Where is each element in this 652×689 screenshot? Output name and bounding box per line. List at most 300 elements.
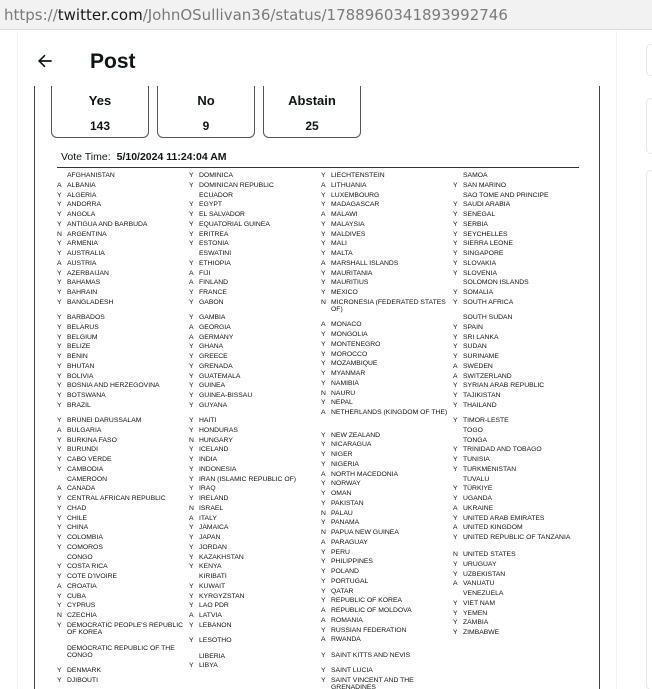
vote-time [61,151,227,163]
vote-mark: Y [453,401,458,409]
country-name: MARSHALL ISLANDS [331,259,399,267]
vote-mark: Y [57,372,62,380]
country-name: JAPAN [199,534,221,542]
country-name: BENIN [67,353,88,361]
country-name: GABON [199,298,224,306]
country-name: BOSNIA AND HERZEGOVINA [67,382,160,390]
vote-mark: Y [321,577,326,585]
country-name: QATAR [331,587,354,595]
country-name: PANAMA [331,519,360,527]
country-name: SAINT VINCENT AND THE GRENADINES [331,676,414,689]
country-name: NIGERIA [331,460,359,468]
vote-mark: Y [189,220,194,228]
vote-mark: Y [321,626,326,634]
vote-mark: Y [189,543,194,551]
vote-mark: Y [189,495,194,503]
vote-mark: Y [453,609,458,617]
country-name: HUNGARY [199,436,233,444]
vote-mark: Y [57,269,62,277]
vote-mark: A [321,211,326,218]
country-name: MALAWI [331,211,358,218]
country-name: TAJIKISTAN [463,392,501,400]
vote-mark: Y [57,563,62,571]
vote-mark: Y [189,446,194,454]
country-name: ITALY [199,514,217,522]
vote-mark: N [321,389,326,397]
vote-mark: Y [57,362,62,370]
vote-mark: A [321,181,326,189]
country-name: GHANA [199,343,224,351]
country-name: LUXEMBOURG [331,191,380,199]
country-name: ANTIGUA AND BARBUDA [67,220,148,228]
vote-mark: Y [57,446,62,454]
vote-mark: Y [321,499,326,507]
vote-mark: A [321,538,326,546]
country-name: UNITED REPUBLIC OF TANZANIA [463,534,571,542]
vote-mark: Y [189,259,194,267]
vote-mark: Y [321,360,326,368]
country-name: NETHERLANDS (KINGDOM OF THE) [331,409,448,416]
country-name: CONGO [67,553,93,561]
vote-mark: Y [453,465,458,473]
timeline-border-left [17,31,18,689]
vote-mark: Y [453,629,458,637]
vote-time-label: Vote Time: [61,151,111,163]
tally-yes [51,86,149,138]
vote-mark: Y [57,573,62,581]
country-name: TIMOR-LESTE [463,417,509,425]
country-name: PORTUGAL [331,577,369,585]
country-name: PAPUA NEW GUINEA [331,529,399,537]
vote-mark: Y [57,667,62,675]
country-name: COTE D'IVOIRE [67,573,118,581]
vote-mark: Y [321,676,326,684]
country-name: PERU [331,548,350,556]
country-name: FINLAND [199,279,229,287]
vote-mark: Y [57,353,62,361]
country-name: FIJI [199,269,211,277]
country-name: CAMBODIA [67,465,104,473]
country-name: NORTH MACEDONIA [331,470,399,478]
tally-abstain [263,86,361,138]
vote-mark: Y [57,621,62,629]
country-name: COSTA RICA [67,563,108,571]
vote-mark: Y [189,417,194,425]
country-name: ERITREA [199,230,229,238]
country-name: GREECE [199,353,228,361]
country-name: BOLIVIA [67,372,94,380]
sidebar-card [646,98,652,154]
vote-mark: Y [321,490,326,498]
country-name: IRAN (ISLAMIC REPUBLIC OF) [199,475,297,483]
vote-mark: Y [453,534,458,542]
country-name: SLOVENIA [463,269,497,277]
vote-mark: Y [189,465,194,473]
country-name: IRELAND [199,495,229,503]
tally-no [157,86,255,138]
vote-mark: A [453,580,458,588]
vote-mark: Y [321,597,326,605]
country-name: SAN MARINO [463,181,507,189]
vote-mark: Y [189,524,194,532]
vote-mark: Y [453,333,458,341]
vote-mark: Y [57,465,62,473]
vote-mark: Y [189,456,194,464]
country-name: CZECHIA [67,612,97,620]
country-name: SEYCHELLES [463,230,508,238]
vote-mark: A [321,636,326,644]
country-name: SAO TOME AND PRINCIPE [463,191,549,199]
vote-mark: Y [321,480,326,488]
vote-mark: Y [453,485,458,493]
tally-value: 143 [89,119,111,133]
tally-value: 9 [202,119,210,133]
country-name: GEORGIA [199,323,231,331]
vote-mark: A [189,323,194,331]
vote-mark: Y [57,676,62,684]
vote-mark: Y [189,181,194,189]
vote-mark: Y [453,514,458,522]
vote-mark: Y [189,343,194,351]
country-name: LAO PDR [199,602,229,610]
vote-mark: Y [453,211,458,218]
post-header [18,42,616,82]
country-name: RWANDA [331,636,361,644]
vote-mark: Y [189,637,194,645]
vote-mark: Y [321,269,326,277]
vote-mark: Y [57,323,62,331]
country-name: SLOVAKIA [463,259,497,267]
country-name: MALDIVES [331,230,366,238]
vote-mark: Y [189,662,194,670]
arrow-left-icon [35,51,55,71]
country-name: SAINT LUCIA [331,667,373,675]
vote-mark: Y [57,220,62,228]
vote-mark: Y [453,259,458,267]
country-name: ZIMBABWE [463,629,500,637]
vote-mark: Y [453,392,458,400]
country-name: SAMOA [463,172,488,179]
vote-mark: A [453,372,458,380]
country-name: EL SALVADOR [199,211,245,218]
country-name: IRAQ [199,485,216,493]
country-name: ETHIOPIA [199,259,231,267]
vote-mark: Y [189,485,194,493]
country-name: BRAZIL [67,401,91,409]
country-name: UNITED STATES [463,551,516,559]
country-name: ROMANIA [331,616,363,624]
vote-mark: Y [57,314,62,322]
country-name: PHILIPPINES [331,558,373,566]
vote-mark: Y [453,269,458,277]
vote-mark: Y [453,230,458,238]
country-name: NAMIBIA [331,379,359,387]
vote-mark: Y [453,201,458,209]
country-name: INDONESIA [199,465,237,473]
country-name: INDIA [199,456,218,464]
vote-mark: Y [57,456,62,464]
country-name: DOMINICA [199,172,233,179]
country-name: SUDAN [463,343,487,351]
country-name: FRANCE [199,289,227,296]
country-name: REPUBLIC OF MOLDOVA [331,607,412,615]
vote-mark: A [57,181,62,189]
country-name: NORWAY [331,480,361,488]
country-name: CAMEROON [67,475,108,483]
country-name: GUATEMALA [199,372,241,380]
country-name: SRI LANKA [463,333,499,341]
country-name: NICARAGUA [331,441,372,449]
tally-label: No [197,93,215,108]
country-name: PARAGUAY [331,538,368,546]
vote-mark: N [453,551,458,559]
country-name: DEMOCRATIC REPUBLIC OF THE CONGO [67,644,175,659]
vote-mark: Y [57,524,62,532]
vote-mark: Y [57,602,62,610]
vote-mark: Y [189,211,194,218]
vote-mark: Y [57,392,62,400]
vote-mark: Y [453,240,458,248]
vote-time-value: 5/10/2024 11:24:04 AM [116,151,227,163]
vote-mark: Y [453,220,458,228]
vote-mark: Y [57,401,62,409]
tally-label: Abstain [288,93,336,108]
country-name: MEXICO [331,289,358,296]
vote-mark: Y [189,401,194,409]
vote-mark: Y [189,582,194,590]
vote-mark: Y [321,331,326,338]
vote-mark: Y [189,353,194,361]
vote-mark: Y [453,570,458,578]
country-name: ZAMBIA [463,619,489,627]
country-name: CHAD [67,504,87,512]
vote-mark: Y [189,382,194,390]
vote-mark: A [453,504,458,512]
country-name: DOMINICAN REPUBLIC [199,181,274,189]
country-name: UNITED ARAB EMIRATES [463,514,545,522]
vote-mark: A [189,612,194,620]
country-name: PALAU [331,509,353,517]
vote-mark: Y [321,441,326,449]
country-name: ALBANIA [67,181,96,189]
country-name: VANUATU [463,580,495,588]
country-name: BURKINA FASO [67,436,117,444]
country-name: MONACO [331,321,362,329]
vote-mark: Y [321,451,326,459]
vote-mark: Y [321,250,326,257]
country-name: ANDORRA [67,201,101,209]
vote-mark: Y [189,621,194,629]
country-name: TUNISIA [463,456,490,464]
country-name: TRINIDAD AND TOBAGO [463,446,542,454]
vote-mark: Y [57,534,62,542]
country-name: CROATIA [67,582,97,590]
country-name: OMAN [331,490,352,498]
vote-mark: Y [321,431,326,439]
vote-mark: Y [57,436,62,444]
vote-record-image[interactable] [34,86,600,689]
country-name: JORDAN [199,543,227,551]
country-name: UKRAINE [463,504,494,512]
vote-mark: A [189,269,194,277]
country-name: HAITI [199,417,217,425]
country-name: JAMAICA [199,524,229,532]
vote-mark: A [189,279,194,287]
vote-mark: A [321,616,326,624]
country-name: MOROCCO [331,350,368,358]
country-name: NEW ZEALAND [331,431,381,439]
vote-mark: Y [321,548,326,556]
vote-mark: Y [57,240,62,248]
country-name: LIBERIA [199,652,226,660]
country-name: GAMBIA [199,314,226,322]
vote-mark: Y [57,191,62,199]
country-name: MAURITANIA [331,269,373,277]
country-name: ARMENIA [67,240,98,248]
country-name: AUSTRIA [67,259,97,267]
country-name: LESOTHO [199,637,232,645]
country-name: CUBA [67,592,86,600]
country-name: VIET NAM [463,599,495,607]
country-name: SAUDI ARABIA [463,201,511,209]
country-name: YEMEN [463,609,488,617]
vote-mark: A [321,321,326,329]
vote-mark: A [453,362,458,370]
vote-mark: A [57,259,62,267]
vote-mark: Y [321,379,326,387]
vote-mark: Y [189,592,194,600]
url-scheme: https:// [4,6,58,24]
vote-mark: N [189,504,194,512]
vote-mark: Y [321,651,326,659]
vote-mark: Y [57,279,62,287]
country-name: MOZAMBIQUE [331,360,378,368]
country-name: COLOMBIA [67,534,103,542]
vote-mark: Y [453,446,458,454]
country-name: SYRIAN ARAB REPUBLIC [463,382,545,390]
vote-mark: Y [321,460,326,468]
vote-mark: A [321,470,326,478]
country-name: MYANMAR [331,370,366,377]
country-name: DENMARK [67,667,101,675]
vote-mark: Y [57,250,62,257]
vote-mark: A [321,409,326,416]
country-name: ANGOLA [67,211,96,218]
country-name: LEBANON [199,621,232,629]
country-name: SURINAME [463,353,499,361]
vote-mark: Y [189,475,194,483]
country-name: ALGERIA [67,191,97,199]
vote-mark: A [57,485,62,493]
country-name: MAURITIUS [331,279,369,287]
country-name: SOUTH AFRICA [463,298,514,306]
country-name: GUINEA [199,382,226,390]
vote-columns [35,172,600,689]
country-name: SOLOMON ISLANDS [463,279,529,287]
country-name: MONTENEGRO [331,340,381,348]
sidebar-search-box[interactable] [646,44,652,76]
country-name: UZBEKISTAN [463,570,506,578]
vote-mark: Y [57,417,62,425]
country-name: NAURU [331,389,356,397]
country-name: SOUTH SUDAN [463,314,513,322]
vote-mark: Y [321,399,326,407]
country-name: BURUNDI [67,446,98,454]
vote-mark: Y [57,343,62,351]
country-name: EQUATORIAL GUINEA [199,220,270,228]
country-name: LIBYA [199,662,218,670]
url-host: twitter.com [57,6,143,24]
vote-mark: Y [189,240,194,248]
vote-mark: N [321,529,326,537]
country-name: GUINEA-BISSAU [199,392,253,400]
country-name: UGANDA [463,495,493,503]
country-name: TURKMENISTAN [463,465,517,473]
vote-mark: Y [321,172,326,179]
country-name: GUYANA [199,401,228,409]
vote-mark: N [189,436,194,444]
vote-mark: A [321,607,326,615]
vote-mark: Y [321,279,326,287]
country-name: SPAIN [463,323,483,331]
country-name: SINGAPORE [463,250,504,257]
vote-mark: Y [189,602,194,610]
browser-url-bar[interactable] [0,0,652,30]
country-name: COMOROS [67,543,103,551]
country-name: BOTSWANA [67,392,106,400]
country-name: UNITED KINGDOM [463,524,523,532]
vote-mark: A [189,514,194,522]
country-name: CYPRUS [67,602,96,610]
country-name: MADAGASCAR [331,201,380,209]
country-name: THAILAND [463,401,497,409]
vote-mark: Y [57,211,62,218]
vote-mark: Y [453,298,458,306]
country-name: AUSTRALIA [67,250,105,257]
country-name: BRUNEI DARUSSALAM [67,417,142,425]
vote-mark: Y [321,558,326,566]
country-name: ICELAND [199,446,229,454]
back-button[interactable] [32,48,58,74]
vote-mark: Y [189,362,194,370]
country-name: MONGOLIA [331,331,368,338]
country-name: MALAYSIA [331,220,365,228]
country-name: EGYPT [199,201,223,209]
country-name: KAZAKHSTAN [199,553,244,561]
country-name: ESTONIA [199,240,229,248]
timeline-border-right [616,31,617,689]
country-name: TOGO [463,426,483,434]
tally-value: 25 [305,119,319,133]
vote-mark: Y [189,289,194,296]
country-name: NIGER [331,451,353,459]
vote-mark: Y [189,314,194,322]
vote-mark: Y [321,340,326,348]
country-name: BELARUS [67,323,99,331]
country-name: BARBADOS [67,314,105,322]
country-name: TUVALU [463,475,490,483]
vote-mark: Y [453,495,458,503]
vote-mark: Y [57,382,62,390]
country-name: MALTA [331,250,353,257]
vote-mark: Y [321,587,326,595]
country-name: SWEDEN [463,362,493,370]
vote-mark: Y [453,456,458,464]
country-name: NEPAL [331,399,353,407]
country-name: CHILE [67,514,88,522]
country-name: BULGARIA [67,426,102,434]
vote-mark: A [57,582,62,590]
